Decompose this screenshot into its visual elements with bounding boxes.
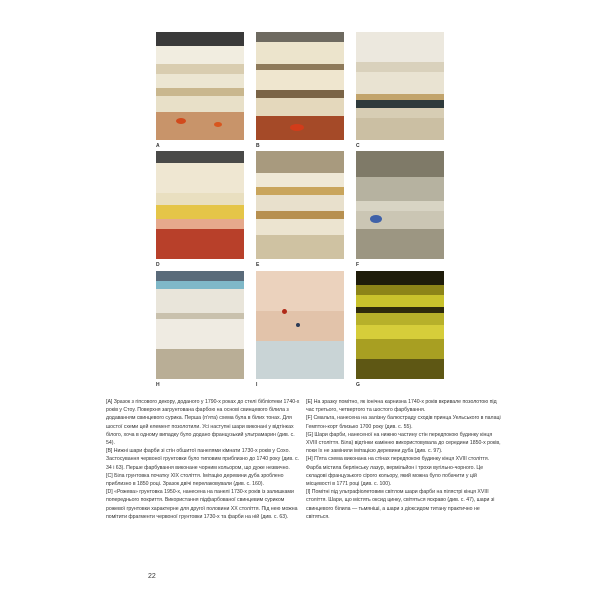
caption-entry-a: [A] Зразок з гіпсового декору, доданого у 1790-х роках до стелі бібліотеки 1740-х років у Стоу. Поверхня загрунтована фарбою на основі свинцевого білила з додаванням свинцевого сурика. Перша (п'ята) схема була в білих тонах. Для шостої схеми цей елемент позолотили. Усі наступні шари виконані у відтінках білого, хоча в одному випадку було додано французький ультрамарин (див. с. 54). bbox=[106, 399, 300, 447]
caption-f: F bbox=[356, 262, 360, 268]
caption-text-left bbox=[106, 398, 302, 521]
caption-entry-f: [F] Смальта, нанесена на залізну балюстраду сходів принца Уельського в палаці Гемптон-корт близько 1700 року (див. с. 55). bbox=[306, 415, 501, 430]
micrograph-e bbox=[256, 151, 344, 259]
caption-entry-c: [C] Біла грунтовка початку XIX століття. Імітацію деревини дуба зроблено приблизно в 1850 році. Зразок двічі перелаковували (див. с. 160). bbox=[106, 472, 284, 488]
caption-a: A bbox=[156, 143, 160, 149]
micrograph-f bbox=[356, 151, 444, 259]
caption-d: D bbox=[156, 262, 160, 268]
micrograph-h bbox=[156, 271, 244, 379]
caption-entry-d: [D] «Рожева» грунтовка 1950-х, нанесена на панелі 1730-х років із залишками попереднього покриття. Використання підфарбованої свинцевим суриком рожевої грунтовки характерне для другої половини XX століття. Під нею можна помітити фрагменти червоної грунтовки 1730-х та фарби на ній (див. с. 63). bbox=[106, 489, 298, 520]
micrograph-b bbox=[256, 32, 344, 140]
caption-entry-h: [H] П'ята схема виконана на стінах передпокою будинку кінця XVIII століття. Фарба містила берлінську лазур, вермільйон і трохи вугільно-чорного. Це складові французького сірого кольору, який можна було побачити у цій місцевості в 1771 році (див. с. 100). bbox=[306, 456, 490, 488]
caption-b: B bbox=[256, 143, 260, 149]
caption-entry-e: [E] На зразку помітно, як іонічна карнизна 1740-х років вкривале позолотою під час третього, четвертого та шостого фарбування. bbox=[306, 399, 497, 414]
caption-entry-i: [I] Помітні під ультрафіолетовим світлом шари фарби на пілястрі кінця XVIII століття. Шари, що містять оксид цинку, світяться яскраво (див. с. 47), шари зі свинцевого білила — тьмяніші, а шари з діоксидом титану практично не світяться. bbox=[306, 489, 495, 520]
caption-i: I bbox=[256, 382, 258, 388]
caption-e: E bbox=[256, 262, 260, 268]
page-number: 22 bbox=[148, 573, 156, 580]
caption-h: H bbox=[156, 382, 160, 388]
caption-entry-g: [G] Шари фарби, нанесеної на нижню частину стін передпокою будинку кінця XVIII століття. Біла) відтінки камінню використовувала до середини 1850-х років, поки їх не замінили імітацією деревини дуба (див. с. 97). bbox=[306, 431, 501, 455]
micrograph-c bbox=[356, 32, 444, 140]
micrograph-a bbox=[156, 32, 244, 140]
caption-c: C bbox=[356, 143, 360, 149]
micrograph-d bbox=[156, 151, 244, 259]
caption-text-right bbox=[306, 398, 502, 521]
caption-entry-b: [B] Нижні шари фарби зі стін обшитої панелями кімнати 1730-х років у Сохо. Застосування червоної грунтовки було типовим приблизно до 1740 року (див. с. 34 і 63). Перше фарбування виконане чорним кольором, що дуже незвично. bbox=[106, 448, 299, 471]
micrograph-g bbox=[356, 271, 444, 379]
micrograph-i bbox=[256, 271, 344, 379]
caption-g: G bbox=[356, 382, 360, 388]
